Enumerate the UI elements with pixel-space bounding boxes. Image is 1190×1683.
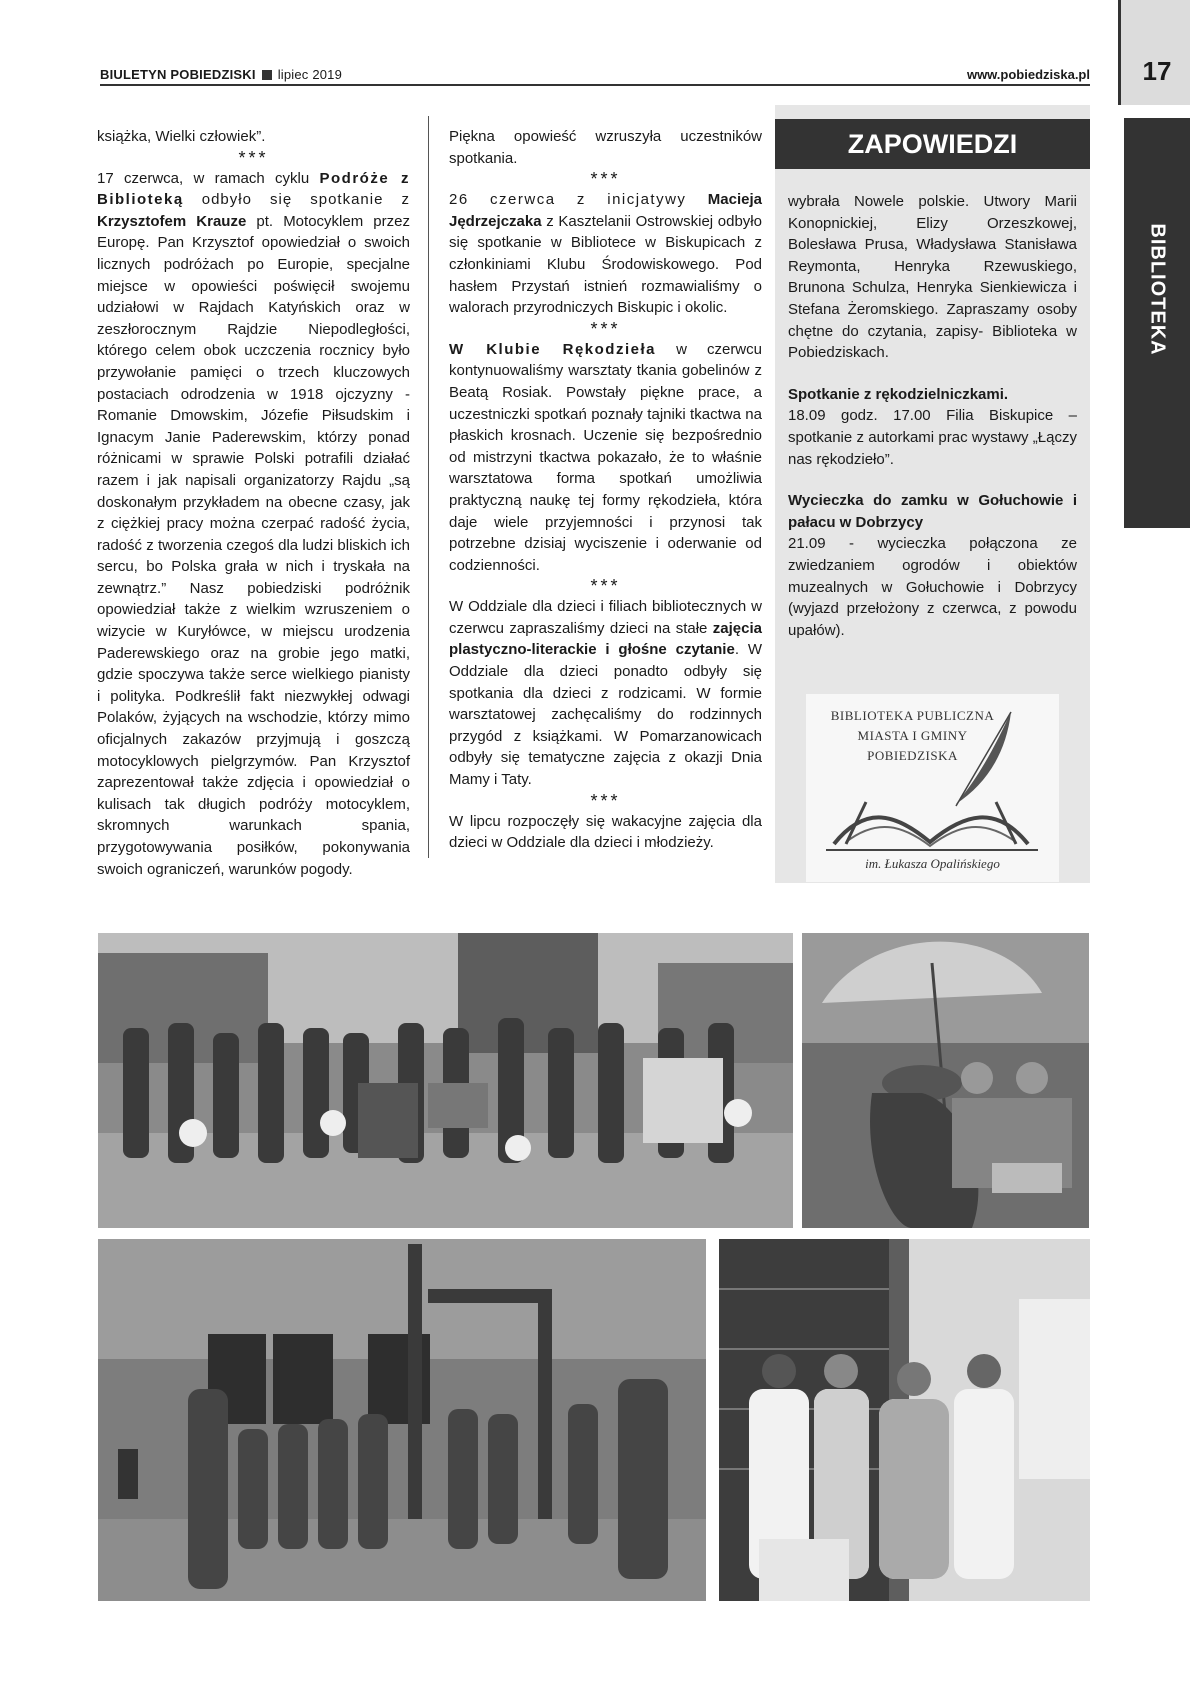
text-run: z Kasztelanii Ostrowskiej odbyło się spotkanie w Bibliotece w Biskupicach z członkiniami Klubu Środowiskowego. Pod hasłem Przystań istnień rozmawialiśmy o walorach przyrodniczych Biskupic i okolic. xyxy=(449,212,762,317)
text-run-bold: zajęcia plastyczno-literackie i głośne czytanie xyxy=(449,619,762,659)
library-logo xyxy=(806,694,1059,882)
photo-library-group xyxy=(719,1239,1090,1601)
page-number: 17 xyxy=(1142,56,1172,86)
text-run: W Oddziale dla dzieci i filiach bibliotecznych w czerwcu zapraszaliśmy dzieci na stałe xyxy=(449,598,762,637)
issue-date: lipiec 2019 xyxy=(277,67,343,82)
section-divider-stars: *** xyxy=(590,576,621,597)
section-divider-stars: *** xyxy=(238,147,269,168)
text-run-bold: Krzysztofem Krauze xyxy=(97,212,247,230)
header-rule xyxy=(100,84,1090,86)
paragraph xyxy=(449,339,762,577)
logo-line-1: BIBLIOTEKA PUBLICZNA xyxy=(830,708,995,723)
paragraph: wybrała Nowele polskie. Utwory Marii Konopnickiej, Elizy Orzeszkowej, Bolesława Prusa, Władysława Stanisława Reymonta, Henryka Rzewuskiego, Brunona Schulza, Henryka Sienkiewicza i Stefana Żeromskiego. Zapraszamy osoby chętne do czytania, zapisy- Biblioteka w Pobiedziskach. xyxy=(788,193,1077,362)
announcement-heading: Wycieczka do zamku w Gołuchowie i pałacu w Dobrzycy xyxy=(788,492,1077,531)
text-run: odbyło się spotkanie z xyxy=(183,191,410,209)
paragraph: Piękna opowieść wzruszyła uczestników spotkania. xyxy=(449,128,762,167)
announcements-body xyxy=(788,191,1077,641)
section-divider-stars: *** xyxy=(590,169,621,190)
text-run-bold: W Klubie Rękodzieła xyxy=(449,340,656,358)
publication-title: BIULETYN POBIEDZISKI xyxy=(100,67,256,82)
text-run: 26 czerwca z inicjatywy xyxy=(449,191,708,209)
website-url[interactable]: www.pobiedziska.pl xyxy=(966,67,1090,82)
text-run: pt. Motocyklem przez Europę. Pan Krzysztof opowiedział o swoich licznych podróżach po Europie, specjalne miejsce w opowieści poświęcił swojemu udziałowi w Rajdach Katyńskich oraz w zeszłorocznym Rajdzie Niepodległości, którego celem obok uczczenia rocznicy było przywołanie pamięci o trzech kluczowych postaciach odrodzenia w 1918 ojczyzny - Romanie Dmowskim, Józefie Piłsudskim i Ignacym Janie Paderewskim, którzy ponad różnicami w sprawie Polski potrafili działać razem i jak napisali organizatorzy Rajdu „są doskonałym przykładem na obecne czasy, jak z ciężkiej pracy można czerpać radość życia, radość z tworzenia czegoś dla ludzi bliskich ich sercu, bo Polska grała w nich i tryskała na zewnątrz.” Nasz pobiedziski podróżnik opowiedział także z wielkim wzruszeniem o wizycie w Kuryłówce, w miejscu urodzenia Paderewskiego oraz na grobie jego matki, gdzie spoczywa także serce wielkiego pianisty i polityka. Podkreślił fakt niezwykłej odwagi Polaków, żyjących na wschodzie, którzy mimo oficjalnych zakazów przyjmują i goszczą motocyklowych pielgrzymów. Pan Krzysztof zaprezentował także zdjęcia i opowiedział o kulisach tak długich podróży motocyklem, skromnych warunkach spania, przygotowywania posiłków, pokonywania swoich ograniczeń, warunków pogody. xyxy=(97,212,410,878)
open-book-quill-icon xyxy=(806,694,1059,882)
text-run: w czerwcu kontynuowaliśmy warsztaty tkania gobelinów z Beatą Rosiak. Powstały piękne prace, a uczestniczki spotkań poznały tajniki tkactwa na płaskich krosnach. Uczenie się bezpośrednio od mistrzyni tkactwa pokazało, że to właśnie warsztatowa forma spotkań umożliwia praktyczną naukę tej formy rękodzieła, która daje wiele przyjemności i przynosi tak potrzebne dzisiaj wyciszenie i oderwanie od codzienności. xyxy=(449,340,762,574)
section-divider-stars: *** xyxy=(590,790,621,811)
logo-patron: im. Łukasza Opalińskiego xyxy=(865,856,1000,871)
publication-header xyxy=(100,67,342,82)
column-divider xyxy=(428,116,429,858)
photo-group-outdoor-square xyxy=(98,933,793,1228)
announcements-title: ZAPOWIEDZI xyxy=(775,119,1090,169)
paragraph: 21.09 - wycieczka połączona ze zwiedzaniem ogrodów i obiektów muzealnych w Gołuchowie i Dobrzycy (wyjazd przełożony z czerwca, z powodu upałów). xyxy=(788,535,1077,639)
paragraph xyxy=(97,168,410,881)
separator-square-icon xyxy=(262,70,272,80)
photo-umbrella-reading xyxy=(802,933,1089,1228)
section-tab xyxy=(1124,118,1190,528)
paragraph: książka, Wielki człowiek”. xyxy=(97,128,266,145)
text-run-bold: Macieja Jędrzejczaka xyxy=(449,191,762,230)
announcement-heading: Spotkanie z rękodzielniczkami. xyxy=(788,385,1009,403)
page-number-box xyxy=(1118,0,1190,105)
paragraph xyxy=(449,189,762,319)
text-run-bold: Podróże z Biblioteką xyxy=(97,169,410,209)
paragraph: W lipcu rozpoczęły się wakacyjne zajęcia dla dzieci w Oddziale dla dzieci i młodzieży. xyxy=(449,812,762,852)
article-column-2 xyxy=(449,126,762,854)
logo-line-3: POBIEDZISKA xyxy=(867,748,958,763)
section-tab-label: BIBLIOTEKA xyxy=(1146,223,1169,356)
text-run: . W Oddziale dla dzieci ponadto odbyły się spotkania dla dzieci z rodzicami. W formie warsztatowej zachęcaliśmy do rodzinnych przygód z książkami. W Pomarzanowicach odbyły się tematyczne zajęcia z okazji Dnia Mamy i Taty. xyxy=(449,641,763,789)
paragraph xyxy=(449,596,762,790)
logo-line-2: MIASTA I GMINY xyxy=(857,728,968,743)
paragraph: 18.09 godz. 17.00 Filia Biskupice – spotkanie z autorkami prac wystawy „Łączy nas rękodzieło”. xyxy=(788,407,1077,468)
photo-group-monument-visit xyxy=(98,1239,706,1601)
section-divider-stars: *** xyxy=(590,318,621,339)
text-run: 17 czerwca, w ramach cyklu xyxy=(97,169,320,187)
article-column-1 xyxy=(97,126,410,880)
